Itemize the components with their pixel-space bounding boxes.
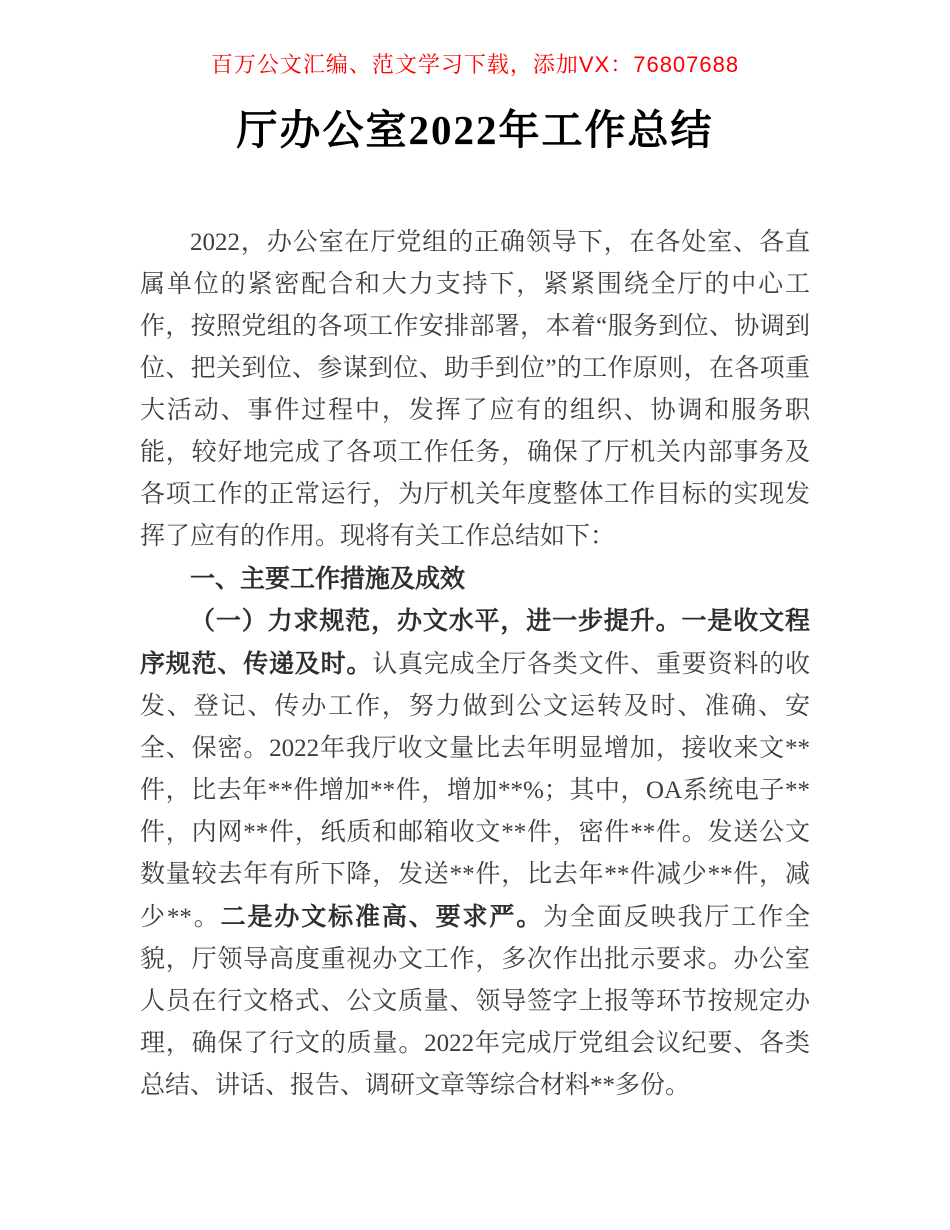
paragraph-run-bold-2: 二是办文标准高、要求严。 — [220, 903, 544, 931]
section-1-paragraph-1 — [140, 600, 810, 1107]
intro-paragraph: 2022，办公室在厅党组的正确领导下，在各处室、各直属单位的紧密配合和大力支持下，紧紧围绕全厅的中心工作，按照党组的各项工作安排部署，本着“服务到位、协调到位、把关到位、参谋到位、助手到位”的工作原则，在各项重大活动、事件过程中，发挥了应有的组织、协调和服务职能，较好地完成了各项工作任务，确保了厅机关内部事务及各项工作的正常运行，为厅机关年度整体工作目标的实现发挥了应有的作用。现将有关工作总结如下： — [140, 229, 810, 550]
paragraph-run-bold-1: （一）力求规范，办文水平，进一步提升。一是收文程序规范、传递及时。 — [140, 607, 810, 678]
document-body — [140, 222, 810, 1107]
section-1-heading: 一、主要工作措施及成效 — [190, 565, 466, 593]
promo-notice-text: 百万公文汇编、范文学习下载，添加VX：76807688 — [210, 52, 740, 77]
document-title: 厅办公室2022年工作总结 — [236, 107, 714, 153]
paragraph-run-normal-1: 认真完成全厅各类文件、重要资料的收发、登记、传办工作，努力做到公文运转及时、准确、安全、保密。2022年我厅收文量比去年明显增加，接收来文**件，比去年**件增加**件，增加**%；其中，OA系统电子**件，内网**件，纸质和邮箱收文**件，密件**件。发送公文数量较去年有所下降，发送**件，比去年**件减少**件，减少**。 — [140, 651, 810, 931]
paragraph-run-normal-2: 为全面反映我厅工作全貌，厅领导高度重视办文工作，多次作出批示要求。办公室人员在行文格式、公文质量、领导签字上报等环节按规定办理，确保了行文的质量。2022年完成厅党组会议纪要、各类总结、讲话、报告、调研文章等综合材料**多份。 — [140, 904, 810, 1099]
